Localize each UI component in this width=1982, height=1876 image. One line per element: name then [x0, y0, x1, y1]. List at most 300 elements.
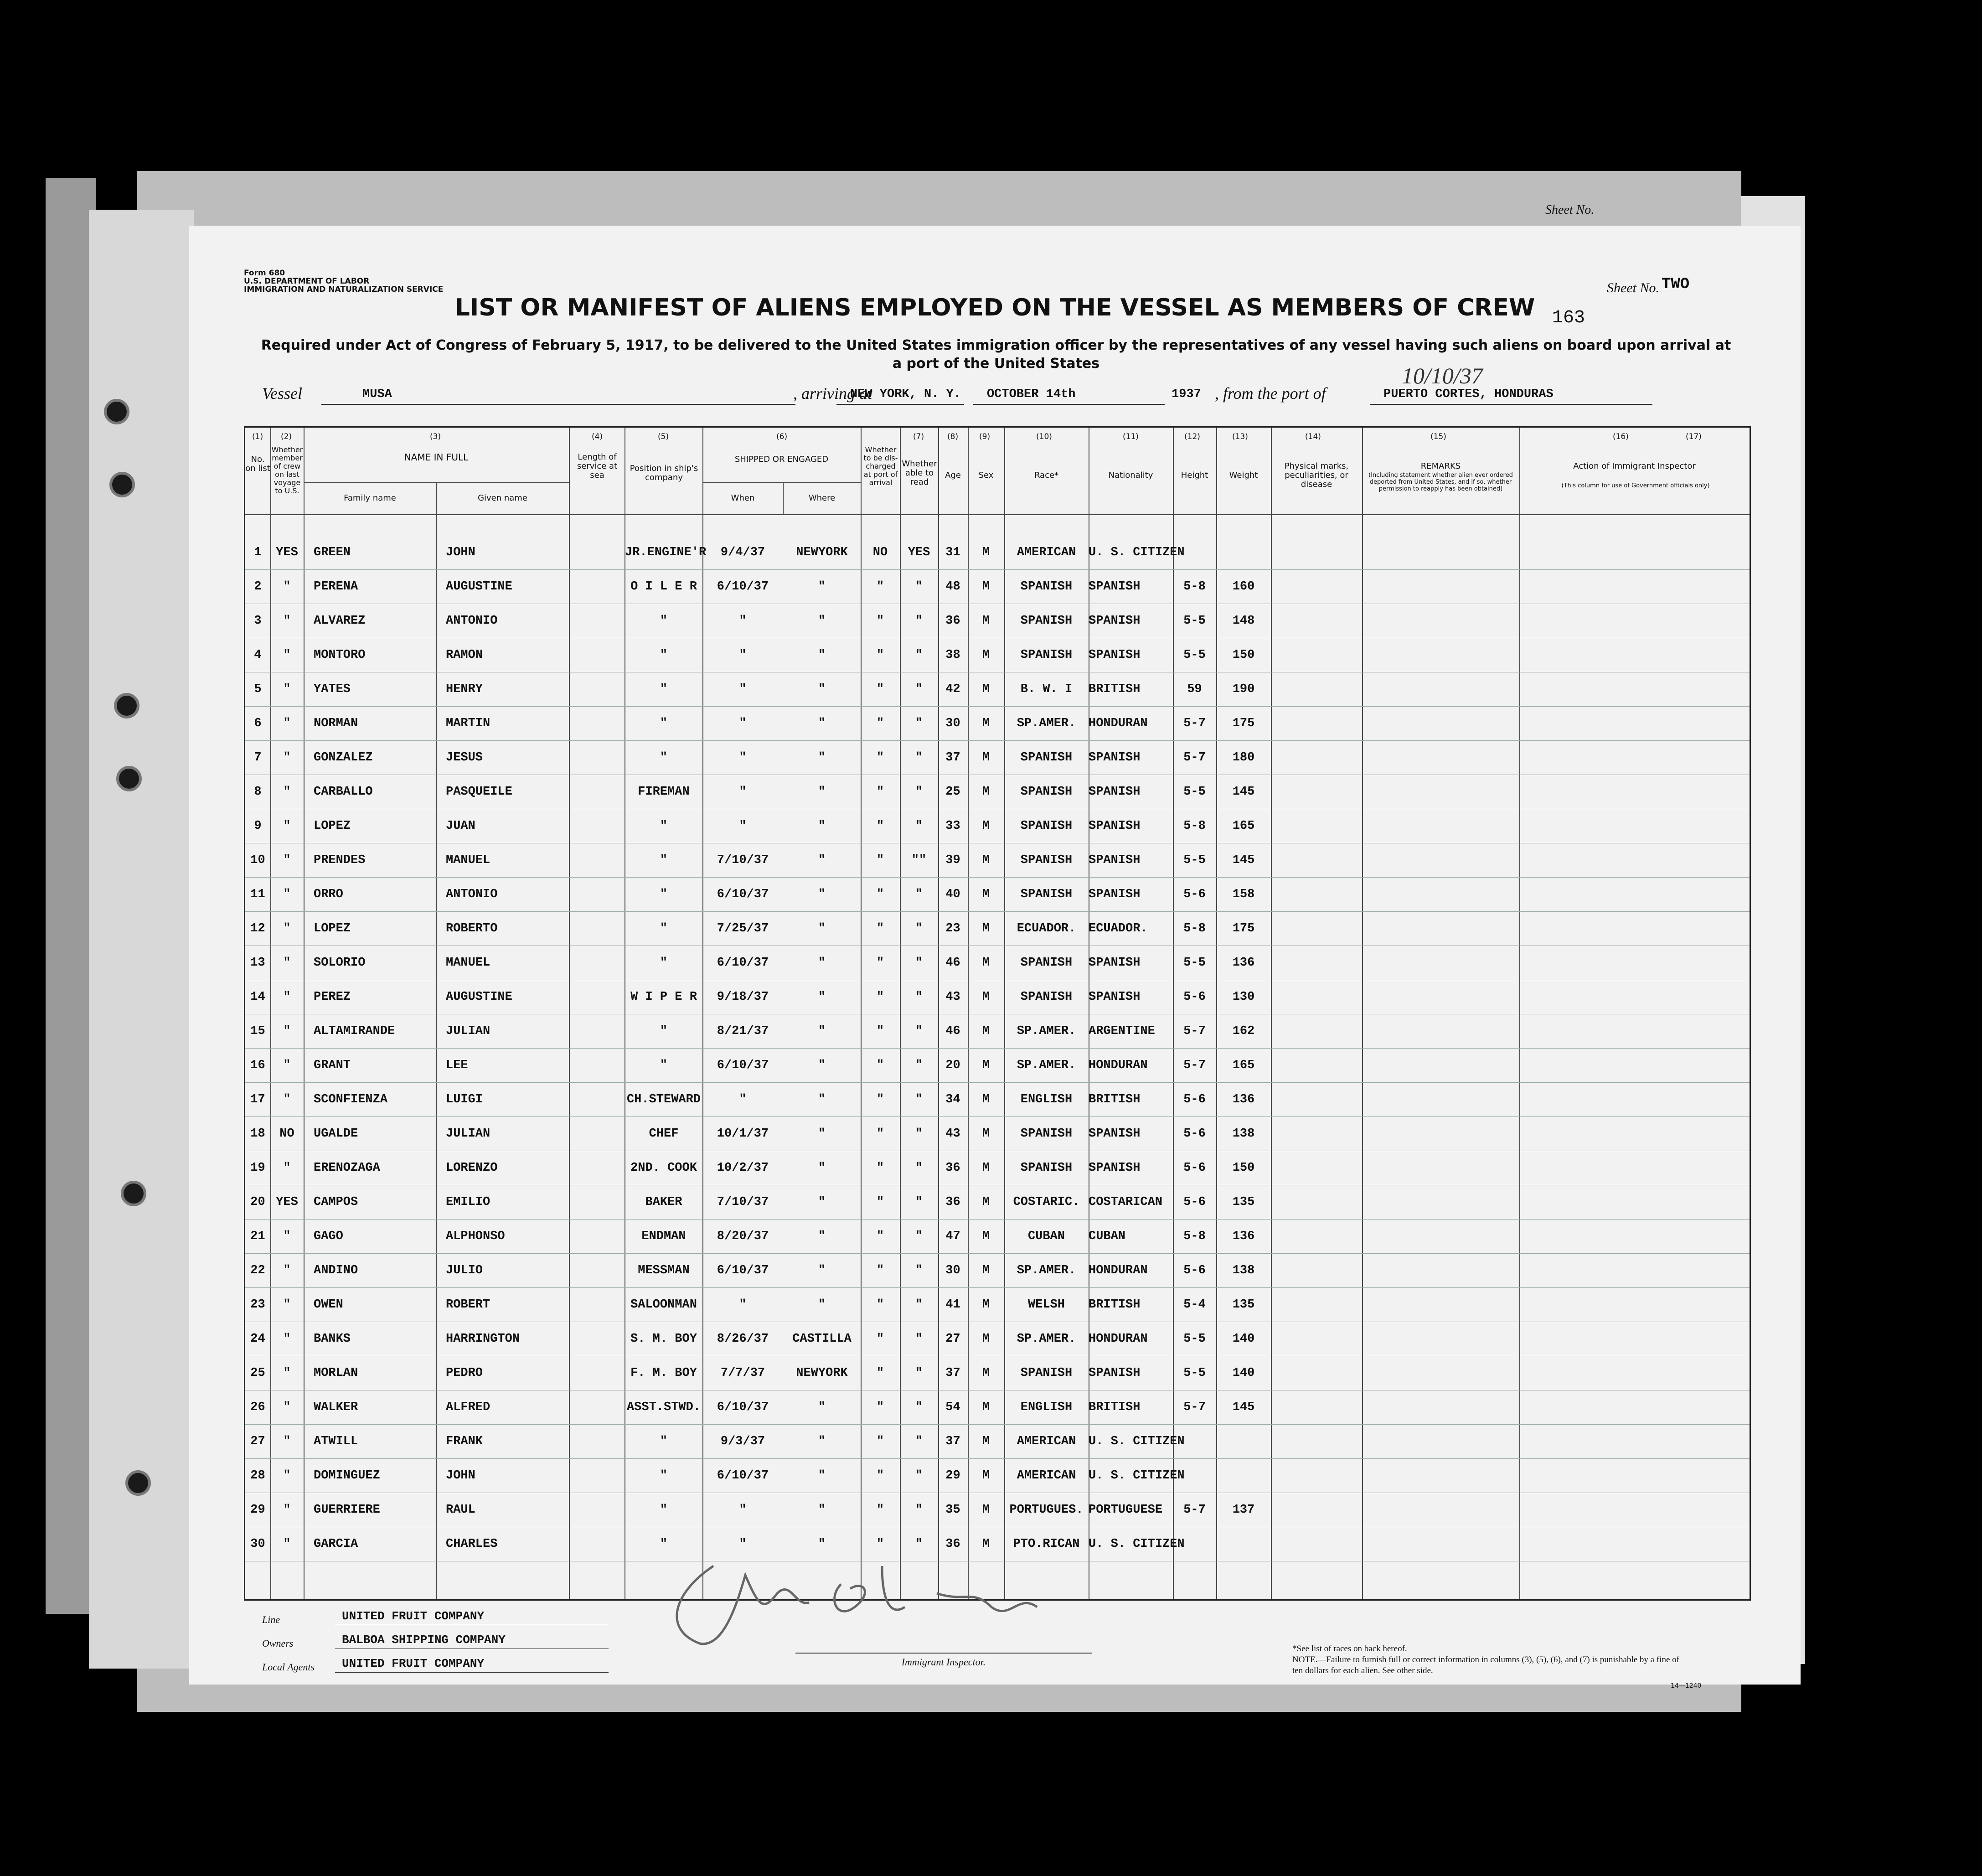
cell-race: AMERICAN: [1017, 546, 1076, 559]
cell-family-name: CARBALLO: [314, 785, 373, 799]
cell-sex: M: [982, 785, 990, 799]
cell-member-last-voyage: ": [283, 956, 291, 970]
back-sheet-number-label: Sheet No.: [1545, 203, 1595, 217]
cell-sex: M: [982, 648, 990, 662]
cell-sex: M: [982, 1469, 990, 1483]
cell-nationality: SPANISH: [1089, 1366, 1141, 1380]
cell-sex: M: [982, 1298, 990, 1312]
port-label: , from the port of: [1215, 384, 1326, 403]
col-remarks: REMARKS: [1420, 461, 1461, 471]
cell-discharged: ": [876, 922, 884, 935]
cell-able-to-read: ": [915, 956, 923, 970]
cell-nationality: SPANISH: [1089, 990, 1141, 1004]
cell-shipped-when: 9/4/37: [720, 546, 765, 559]
cell-shipped-where: ": [818, 614, 826, 628]
cell-race: SP.AMER.: [1017, 1332, 1076, 1346]
cell-member-last-voyage: ": [283, 1298, 291, 1312]
cell-nationality: SPANISH: [1089, 648, 1141, 662]
cell-position: W I P E R: [630, 990, 697, 1004]
cell-shipped-where: ": [818, 990, 826, 1004]
cell-weight: 140: [1232, 1332, 1255, 1346]
cell-discharged: ": [876, 1435, 884, 1448]
cell-given-name: ANTONIO: [446, 888, 498, 901]
owners-label: Owners: [262, 1638, 294, 1649]
cell-shipped-when: ": [739, 751, 747, 765]
col-able-to-read: Whether able to read: [902, 459, 937, 487]
cell-race: SPANISH: [1020, 785, 1073, 799]
cell-sex: M: [982, 1264, 990, 1277]
cell-sex: M: [982, 717, 990, 730]
cell-family-name: DOMINGUEZ: [314, 1469, 380, 1483]
cell-weight: 160: [1232, 580, 1255, 594]
col-length-of-service: Length of service at sea: [577, 452, 618, 480]
col-number: (8): [947, 432, 959, 441]
cell-sex: M: [982, 614, 990, 628]
cell-age: 38: [945, 648, 960, 662]
cell-shipped-where: ": [818, 1230, 826, 1243]
table-row: [245, 1223, 1750, 1257]
manifest-number: 163: [1552, 308, 1585, 328]
cell-able-to-read: ": [915, 1503, 923, 1517]
cell-shipped-when: 10/2/37: [717, 1161, 769, 1175]
cell-shipped-when: ": [739, 648, 747, 662]
cell-discharged: ": [876, 1469, 884, 1483]
cell-shipped-where: ": [818, 682, 826, 696]
cell-sex: M: [982, 1230, 990, 1243]
cell-position: ": [660, 922, 668, 935]
cell-able-to-read: ": [915, 819, 923, 833]
arriving-underline: [836, 404, 964, 405]
cell-row-number: 1: [254, 546, 262, 559]
cell-position: ": [660, 717, 668, 730]
col-number: (9): [979, 432, 991, 441]
table-row: [245, 1394, 1750, 1428]
row-rule: [245, 740, 1750, 741]
cell-shipped-where: NEWYORK: [796, 546, 848, 559]
cell-height: 5-5: [1183, 1332, 1206, 1346]
cell-age: 54: [945, 1401, 960, 1414]
col-height: Height: [1181, 470, 1208, 480]
cell-shipped-where: ": [818, 785, 826, 799]
col-number: (2): [281, 432, 292, 441]
cell-shipped-where: ": [818, 1264, 826, 1277]
cell-family-name: NORMAN: [314, 717, 358, 730]
col-number: (17): [1686, 432, 1702, 441]
cell-row-number: 14: [250, 990, 265, 1004]
cell-able-to-read: "": [911, 853, 927, 867]
cell-weight: 180: [1232, 751, 1255, 765]
cell-family-name: PEREZ: [314, 990, 351, 1004]
col-race: Race*: [1034, 470, 1059, 480]
cell-nationality: SPANISH: [1089, 614, 1141, 628]
binder-hole: [125, 1470, 151, 1496]
departure-port: PUERTO CORTES, HONDURAS: [1383, 388, 1554, 401]
cell-position: SALOONMAN: [630, 1298, 697, 1312]
cell-family-name: GAGO: [314, 1230, 343, 1243]
cell-age: 30: [945, 717, 960, 730]
cell-family-name: GONZALEZ: [314, 751, 373, 765]
cell-shipped-where: ": [818, 1161, 826, 1175]
cell-nationality: HONDURAN: [1089, 1264, 1148, 1277]
cell-discharged: ": [876, 956, 884, 970]
cell-able-to-read: ": [915, 1401, 923, 1414]
cell-sex: M: [982, 956, 990, 970]
cell-sex: M: [982, 1161, 990, 1175]
cell-discharged: ": [876, 1059, 884, 1072]
cell-race: SPANISH: [1020, 888, 1073, 901]
cell-row-number: 25: [250, 1366, 265, 1380]
col-age: Age: [945, 470, 961, 480]
col-number: (1): [252, 432, 263, 441]
cell-discharged: ": [876, 1024, 884, 1038]
arriving-port: NEW YORK, N. Y.: [850, 388, 961, 401]
cell-race: AMERICAN: [1017, 1469, 1076, 1483]
cell-member-last-voyage: ": [283, 990, 291, 1004]
cell-age: 37: [945, 1435, 960, 1448]
cell-sex: M: [982, 1195, 990, 1209]
cell-sex: M: [982, 1366, 990, 1380]
cell-height: 59: [1187, 682, 1202, 696]
cell-race: SP.AMER.: [1017, 1264, 1076, 1277]
cell-shipped-where: ": [818, 853, 826, 867]
cell-discharged: ": [876, 1298, 884, 1312]
cell-height: 5-7: [1183, 1401, 1206, 1414]
cell-race: SPANISH: [1020, 1161, 1073, 1175]
col-number: (3): [430, 432, 441, 441]
cell-race: COSTARIC.: [1013, 1195, 1080, 1209]
binder-hole: [121, 1181, 146, 1206]
col-family-name: Family name: [344, 493, 396, 503]
cell-race: B. W. I: [1020, 682, 1073, 696]
cell-nationality: SPANISH: [1089, 1161, 1141, 1175]
cell-sex: M: [982, 853, 990, 867]
cell-height: 5-6: [1183, 1127, 1206, 1141]
table-row: [245, 574, 1750, 607]
cell-discharged: ": [876, 682, 884, 696]
cell-given-name: RAMON: [446, 648, 483, 662]
cell-shipped-where: ": [818, 1059, 826, 1072]
cell-family-name: ATWILL: [314, 1435, 358, 1448]
cell-nationality: HONDURAN: [1089, 1332, 1148, 1346]
line-label: Line: [262, 1614, 280, 1625]
cell-race: PORTUGUES.: [1009, 1503, 1084, 1517]
cell-race: ENGLISH: [1020, 1093, 1073, 1106]
cell-member-last-voyage: ": [283, 580, 291, 594]
table-row: [245, 1497, 1750, 1530]
cell-position: ": [660, 614, 668, 628]
cell-height: 5-8: [1183, 922, 1206, 935]
cell-family-name: ANDINO: [314, 1264, 358, 1277]
cell-family-name: UGALDE: [314, 1127, 358, 1141]
cell-shipped-where: ": [818, 1298, 826, 1312]
agents-value: UNITED FRUIT COMPANY: [342, 1657, 485, 1670]
cell-member-last-voyage: ": [283, 717, 291, 730]
cell-height: 5-6: [1183, 1093, 1206, 1106]
cell-given-name: ANTONIO: [446, 614, 498, 628]
cell-age: 46: [945, 956, 960, 970]
cell-race: SPANISH: [1020, 853, 1073, 867]
cell-row-number: 20: [250, 1195, 265, 1209]
table-row: [245, 915, 1750, 949]
cell-given-name: JOHN: [446, 546, 475, 559]
cell-age: 29: [945, 1469, 960, 1483]
cell-sex: M: [982, 751, 990, 765]
cell-race: CUBAN: [1027, 1230, 1065, 1243]
cell-member-last-voyage: ": [283, 648, 291, 662]
cell-weight: 138: [1232, 1264, 1255, 1277]
cell-race: SP.AMER.: [1017, 717, 1076, 730]
cell-position: ": [660, 819, 668, 833]
agents-label: Local Agents: [262, 1661, 315, 1673]
col-given-name: Given name: [478, 493, 527, 503]
table-row: [245, 1463, 1750, 1496]
table-row: [245, 950, 1750, 983]
table-row: [245, 1018, 1750, 1052]
binder-hole: [116, 766, 142, 791]
cell-able-to-read: ": [915, 648, 923, 662]
col-where: Where: [808, 493, 836, 503]
col-number: (4): [592, 432, 603, 441]
cell-age: 30: [945, 1264, 960, 1277]
col-member-last-voyage: Whether member of crew on last voyage to U.S.: [271, 445, 303, 495]
cell-weight: 135: [1232, 1195, 1255, 1209]
cell-position: ": [660, 648, 668, 662]
cell-given-name: JULIO: [446, 1264, 483, 1277]
cell-given-name: JULIAN: [446, 1024, 490, 1038]
col-name-in-full: NAME IN FULL: [404, 452, 469, 463]
table-row: [245, 1052, 1750, 1086]
cell-position: S. M. BOY: [630, 1332, 697, 1346]
cell-family-name: LOPEZ: [314, 819, 351, 833]
col-number: (11): [1123, 432, 1139, 441]
cell-able-to-read: ": [915, 1230, 923, 1243]
cell-row-number: 8: [254, 785, 262, 799]
cell-nationality: SPANISH: [1089, 785, 1141, 799]
cell-discharged: ": [876, 1127, 884, 1141]
inspector-signature: [645, 1539, 1146, 1657]
cell-race: WELSH: [1027, 1298, 1065, 1312]
cell-position: ": [660, 1503, 668, 1517]
cell-height: 5-5: [1183, 1366, 1206, 1380]
cell-family-name: ALTAMIRANDE: [314, 1024, 395, 1038]
cell-position: F. M. BOY: [630, 1366, 697, 1380]
cell-weight: 158: [1232, 888, 1255, 901]
cell-row-number: 6: [254, 717, 262, 730]
header-divider: [245, 514, 1750, 515]
cell-member-last-voyage: ": [283, 1161, 291, 1175]
cell-member-last-voyage: NO: [279, 1127, 294, 1141]
table-row: [245, 744, 1750, 778]
cell-member-last-voyage: ": [283, 819, 291, 833]
cell-nationality: SPANISH: [1089, 853, 1141, 867]
cell-shipped-where: ": [818, 580, 826, 594]
cell-shipped-when: ": [739, 785, 747, 799]
cell-member-last-voyage: ": [283, 922, 291, 935]
cell-member-last-voyage: ": [283, 751, 291, 765]
cell-family-name: GUERRIERE: [314, 1503, 380, 1517]
cell-sex: M: [982, 1093, 990, 1106]
cell-given-name: LUIGI: [446, 1093, 483, 1106]
cell-able-to-read: ": [915, 751, 923, 765]
cell-race: SPANISH: [1020, 819, 1073, 833]
cell-shipped-when: ": [739, 614, 747, 628]
cell-family-name: SOLORIO: [314, 956, 366, 970]
cell-row-number: 18: [250, 1127, 265, 1141]
cell-nationality: ECUADOR.: [1089, 922, 1148, 935]
col-sex: Sex: [978, 470, 994, 480]
cell-shipped-where: ": [818, 717, 826, 730]
cell-position: ": [660, 853, 668, 867]
cell-given-name: ROBERTO: [446, 922, 498, 935]
cell-race: SPANISH: [1020, 1366, 1073, 1380]
vessel-name: MUSA: [362, 388, 392, 401]
cell-family-name: WALKER: [314, 1401, 358, 1414]
cell-shipped-when: 9/3/37: [720, 1435, 765, 1448]
table-row: [245, 676, 1750, 710]
row-rule: [245, 569, 1750, 570]
line-value: UNITED FRUIT COMPANY: [342, 1609, 485, 1623]
table-row: [245, 1189, 1750, 1223]
binder-hole: [104, 399, 129, 424]
cell-age: 46: [945, 1024, 960, 1038]
cell-height: 5-8: [1183, 580, 1206, 594]
cell-row-number: 26: [250, 1401, 265, 1414]
col-action-sub: (This column for use of Government officials only): [1561, 482, 1710, 489]
cell-able-to-read: ": [915, 1059, 923, 1072]
table-row: [245, 710, 1750, 744]
cell-age: 47: [945, 1230, 960, 1243]
cell-age: 25: [945, 785, 960, 799]
cell-sex: M: [982, 1024, 990, 1038]
cell-height: 5-8: [1183, 1230, 1206, 1243]
cell-shipped-where: ": [818, 1503, 826, 1517]
cell-nationality: ARGENTINE: [1089, 1024, 1155, 1038]
cell-shipped-where: ": [818, 1093, 826, 1106]
cell-nationality: SPANISH: [1089, 1127, 1141, 1141]
cell-able-to-read: ": [915, 888, 923, 901]
cell-given-name: MANUEL: [446, 853, 490, 867]
cell-shipped-when: ": [739, 1093, 747, 1106]
cell-discharged: ": [876, 853, 884, 867]
cell-height: 5-7: [1183, 1503, 1206, 1517]
cell-shipped-when: 8/21/37: [717, 1024, 769, 1038]
cell-family-name: BANKS: [314, 1332, 351, 1346]
cell-family-name: SCONFIENZA: [314, 1093, 388, 1106]
cell-family-name: MORLAN: [314, 1366, 358, 1380]
cell-able-to-read: ": [915, 1195, 923, 1209]
cell-shipped-where: ": [818, 1195, 826, 1209]
cell-able-to-read: ": [915, 717, 923, 730]
left-edge-strip: [46, 178, 96, 1614]
cell-row-number: 5: [254, 682, 262, 696]
table-row: [245, 1086, 1750, 1120]
owners-value: BALBOA SHIPPING COMPANY: [342, 1633, 506, 1647]
cell-position: ": [660, 888, 668, 901]
cell-discharged: ": [876, 1230, 884, 1243]
cell-race: SPANISH: [1020, 1127, 1073, 1141]
cell-age: 33: [945, 819, 960, 833]
arrival-year: 1937: [1172, 388, 1201, 401]
col-number: (5): [658, 432, 669, 441]
cell-row-number: 15: [250, 1024, 265, 1038]
cell-position: FIREMAN: [638, 785, 690, 799]
cell-age: 39: [945, 853, 960, 867]
cell-shipped-where: ": [818, 1127, 826, 1141]
binder-hole: [109, 472, 135, 497]
cell-nationality: CUBAN: [1089, 1230, 1126, 1243]
cell-able-to-read: ": [915, 1366, 923, 1380]
cell-nationality: U. S. CITIZEN: [1089, 1469, 1185, 1483]
cell-discharged: ": [876, 717, 884, 730]
cell-member-last-voyage: ": [283, 1264, 291, 1277]
cell-discharged: ": [876, 1264, 884, 1277]
cell-row-number: 17: [250, 1093, 265, 1106]
cell-age: 36: [945, 1195, 960, 1209]
cell-member-last-voyage: ": [283, 1332, 291, 1346]
cell-weight: 136: [1232, 1230, 1255, 1243]
cell-nationality: HONDURAN: [1089, 1059, 1148, 1072]
cell-shipped-when: ": [739, 1503, 747, 1517]
cell-able-to-read: ": [915, 785, 923, 799]
cell-able-to-read: ": [915, 1024, 923, 1038]
col-nationality: Nationality: [1108, 470, 1153, 480]
cell-member-last-voyage: ": [283, 1469, 291, 1483]
cell-sex: M: [982, 1401, 990, 1414]
cell-family-name: PERENA: [314, 580, 358, 594]
cell-height: 5-5: [1183, 956, 1206, 970]
cell-height: 5-7: [1183, 717, 1206, 730]
cell-able-to-read: ": [915, 1161, 923, 1175]
cell-discharged: ": [876, 1093, 884, 1106]
cell-discharged: ": [876, 990, 884, 1004]
cell-shipped-where: ": [818, 751, 826, 765]
cell-given-name: MANUEL: [446, 956, 490, 970]
cell-discharged: ": [876, 1332, 884, 1346]
underlying-page-edge: [89, 210, 194, 1669]
cell-member-last-voyage: ": [283, 1366, 291, 1380]
cell-weight: 130: [1232, 990, 1255, 1004]
cell-nationality: SPANISH: [1089, 819, 1141, 833]
col-shipped-engaged: SHIPPED OR ENGAGED: [734, 455, 829, 464]
row-rule: [245, 1424, 1750, 1425]
cell-row-number: 9: [254, 819, 262, 833]
cell-shipped-where: ": [818, 922, 826, 935]
footer-agents-row: [262, 1657, 855, 1680]
cell-shipped-when: 9/18/37: [717, 990, 769, 1004]
cell-nationality: SPANISH: [1089, 580, 1141, 594]
table-row: [245, 1155, 1750, 1189]
col-number: (7): [913, 432, 924, 441]
cell-given-name: ROBERT: [446, 1298, 490, 1312]
cell-able-to-read: ": [915, 614, 923, 628]
cell-shipped-when: 6/10/37: [717, 888, 769, 901]
cell-height: 5-4: [1183, 1298, 1206, 1312]
cell-shipped-when: ": [739, 1537, 747, 1551]
cell-position: JR.ENGINE'R: [625, 546, 707, 559]
row-rule: [245, 1287, 1750, 1288]
col-weight: Weight: [1229, 470, 1258, 480]
cell-shipped-when: 7/25/37: [717, 922, 769, 935]
cell-race: SPANISH: [1020, 580, 1073, 594]
cell-weight: 165: [1232, 819, 1255, 833]
cell-row-number: 4: [254, 648, 262, 662]
cell-given-name: CHARLES: [446, 1537, 498, 1551]
cell-discharged: NO: [872, 546, 888, 559]
cell-height: 5-7: [1183, 1059, 1206, 1072]
sheet-number-value: TWO: [1662, 276, 1690, 293]
table-row: [245, 1257, 1750, 1291]
cell-age: 48: [945, 580, 960, 594]
